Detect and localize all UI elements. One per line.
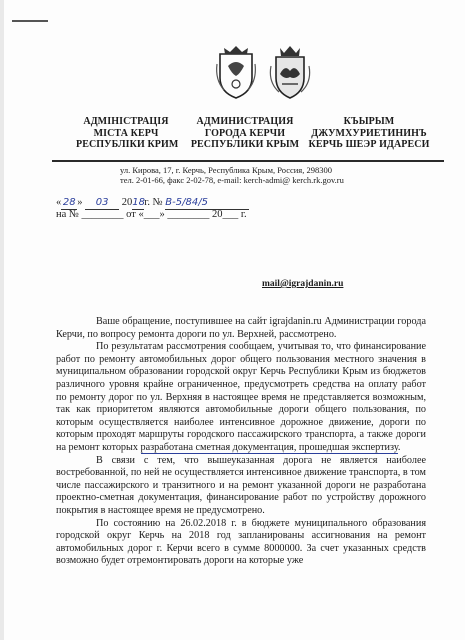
header-russian — [185, 116, 305, 151]
header-line: КЪЫРЫМ — [343, 116, 395, 127]
header-line: РЕСПУБЛИКИ КРЫМ — [190, 139, 300, 150]
quote-open: « — [56, 197, 62, 208]
incoming-reference: на № ________ от «___» ________ 20___ г. — [56, 209, 247, 220]
contact-line: тел. 2-01-66, факс 2-02-78, e-mail: kerch-admi@ kerch.rk.gov.ru — [120, 175, 344, 185]
crimea-coat-of-arms-icon — [214, 44, 258, 100]
header-line: АДМІНІСТРАЦІЯ — [83, 116, 169, 127]
header-line: МІСТА КЕРЧ — [93, 127, 159, 139]
paragraph: По состоянию на 26.02.2018 г. в бюджете муниципального образования городской округ Керчь на 2018 год запланированы ассигнования на ремонт автомобильных дорог г. Керчи всего в сумме 8000000. За счет указанных средств возможно будет отремонтировать дороги на которые уже — [56, 517, 426, 567]
header-line: ДЖУМХУРИЕТИНИНЪ — [311, 127, 427, 139]
highlighted-phrase: разработана сметная документация, прошедшая экспертизу — [140, 441, 398, 453]
header-line: ГОРОДА КЕРЧИ — [204, 127, 286, 139]
ref-year-prefix: 20 — [121, 197, 133, 208]
header-line: АДМИНИСТРАЦИЯ — [196, 116, 294, 127]
address-line: ул. Кирова, 17, г. Керчь, Республика Крым, Россия, 298300 — [120, 165, 332, 175]
ref-day: 28 — [62, 197, 76, 208]
scan-mark — [12, 20, 48, 22]
paragraph-text: По результатам рассмотрения сообщаем, учитывая то, что финансирование работ по ремонту автомобильных дорог общего пользования местного значения в муниципальном образовании городской округ Керчь Республики Крым из бюджетов различного уровня крайне ограниченное, предусмотреть средства на оплату работ по ремонту дорог по ул. Верхняя в настоящее время не представляется возможным, так как приоритетом являются автомобильные дороги общего пользования, по которым осуществляется наиболее интенсивное дорожное движение, дороги по которым проходят маршруты городского пассажирского транспорта, а также дороги на ремонт которых — [56, 341, 426, 453]
paragraph: Ваше обращение, поступившее на сайт igrajdanin.ru Администрации города Керчи, по вопросу ремонта дороги по ул. Верхней, рассмотрено. — [56, 316, 426, 340]
header-divider — [52, 160, 444, 162]
kerch-coat-of-arms-icon — [268, 44, 312, 100]
ref-month: 03 — [95, 197, 109, 208]
letter-body — [56, 316, 426, 568]
paragraph: В связи с тем, что вышеуказанная дорога не является наиболее востребованной, по ней не осуществляется интенсивное движение транспорта, в том числе пассажирского и транзитного и на ремонт указанной дороги не разработана проектно-сметная документация, финансирование работ по устройству дорожного покрытия в настоящее время не предусмотрено. — [56, 454, 426, 516]
recipient-email: mail@igrajdanin.ru — [262, 279, 344, 289]
scan-edge — [0, 0, 4, 640]
header-crimean-tatar — [302, 116, 436, 151]
ref-number: В-5/84/5 — [165, 197, 208, 208]
header-line: РЕСПУБЛІКИ КРИМ — [76, 139, 179, 150]
ref-year: 18 — [132, 197, 145, 208]
header-ukrainian — [76, 116, 179, 151]
ref-year-suffix: г. — [144, 197, 150, 208]
quote-close: » — [77, 197, 83, 208]
header-line: КЕРЧЬ ШЕЭР ИДАРЕСИ — [308, 139, 430, 150]
paragraph — [56, 341, 426, 454]
paragraph-end: . — [397, 441, 401, 453]
ref-number-label: № — [152, 197, 163, 208]
